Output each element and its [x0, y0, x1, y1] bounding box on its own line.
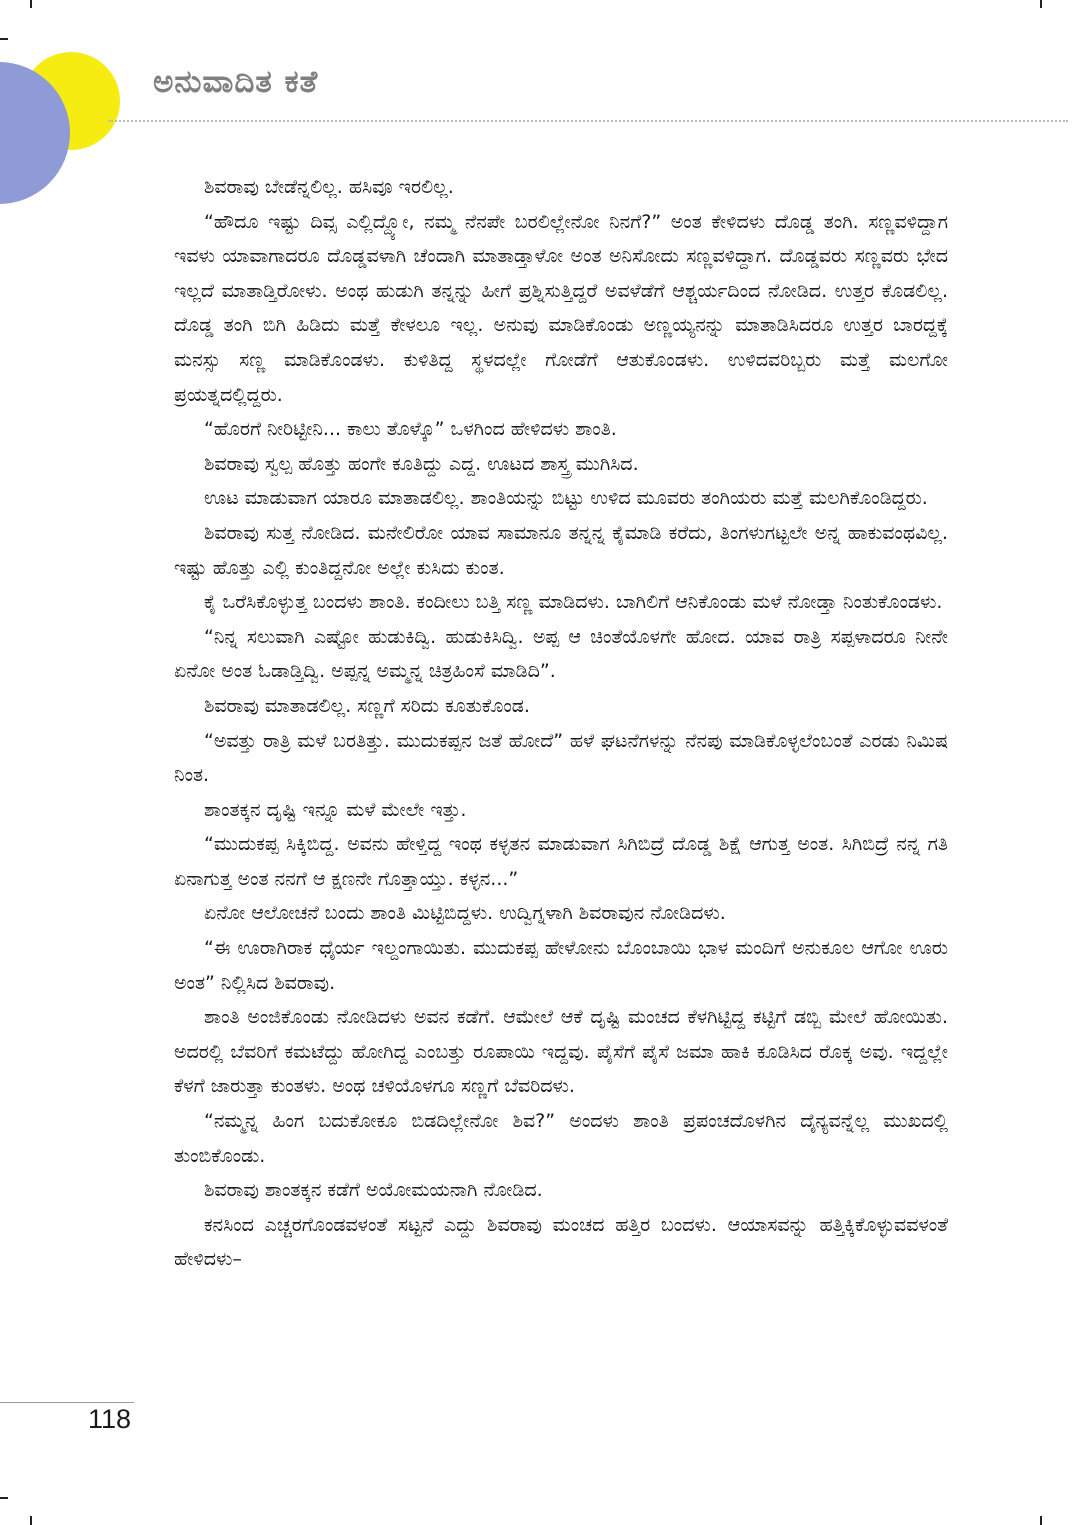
paragraph: “ಹೊರಗೆ ನೀರಿಟ್ಟೀನಿ... ಕಾಲು ತೊಳ್ಕೊ” ಒಳಗಿಂದ ಹೇಳಿದಳು ಶಾಂತಿ.: [204, 418, 617, 441]
paragraph: ಊಟ ಮಾಡುವಾಗ ಯಾರೂ ಮಾತಾಡಲಿಲ್ಲ. ಶಾಂತಿಯನ್ನು ಬಿಟ್ಟು ಉಳಿದ ಮೂವರು ತಂಗಿಯರು ಮತ್ತೆ ಮಲಗಿಕೊಂಡಿದ್ದರು.: [204, 487, 928, 510]
paragraph: ಶಿವರಾವು ಸ್ವಲ್ಪ ಹೊತ್ತು ಹಂಗೇ ಕೂತಿದ್ದು ಎದ್ದ. ಊಟದ ಶಾಸ್ತ್ರ ಮುಗಿಸಿದ.: [204, 452, 639, 475]
paragraph: “ಈ ಊರಾಗಿರಾಕ ಧೈರ್ಯ ಇಲ್ದಂಗಾಯಿತು. ಮುದುಕಪ್ಪ ಹೇಳೋನು ಬೊಂಬಾಯಿ ಭಾಳ ಮಂದಿಗೆ ಅನುಕೂಲ ಆಗೋ ಊರು ಅಂತ” ನಿಲ್ಲಿಸಿದ ಶಿವರಾವು.: [174, 937, 948, 994]
page-number: 118: [88, 1404, 132, 1434]
section-title: ಅನುವಾದಿತ ಕತೆ: [153, 64, 319, 100]
footer-divider: [0, 1402, 134, 1403]
paragraph: “ಮುದುಕಪ್ಪ ಸಿಕ್ಕಿಬಿದ್ದ. ಅವನು ಹೇಳ್ತಿದ್ದ ಇಂಥ ಕಳ್ಳತನ ಮಾಡುವಾಗ ಸಿಗಿಬಿದ್ರೆ ದೊಡ್ಡ ಶಿಕ್ಷೆ ಆಗುತ್ತ ಅಂತ. ಸಿಗಿಬಿದ್ರೆ ನನ್ನ ಗತಿ ಏನಾಗುತ್ತ ಅಂತ ನನಗೆ ಆ ಕ್ಷಣನೇ ಗೊತ್ತಾಯ್ತು. ಕಳ್ಳನ...”: [174, 833, 948, 890]
paragraph: ಏನೋ ಆಲೋಚನೆ ಬಂದು ಶಾಂತಿ ಮಿಟ್ಟಿಬಿದ್ದಳು. ಉದ್ವಿಗ್ನಳಾಗಿ ಶಿವರಾವುನ ನೋಡಿದಳು.: [204, 902, 726, 925]
header-dotted-divider: [108, 120, 1068, 122]
crop-mark: [1040, 0, 1042, 8]
paragraph: ಶಾಂತಿ ಅಂಜಿಕೊಂಡು ನೋಡಿದಳು ಅವನ ಕಡೆಗೆ. ಆಮೇಲೆ ಆಕೆ ದೃಷ್ಟಿ ಮಂಚದ ಕೆಳಗಿಟ್ಟಿದ್ದ ಕಟ್ಟಿಗೆ ಡಬ್ಬಿ ಮೇಲೆ ಹೋಯಿತು. ಅದರಲ್ಲಿ ಬೆವರಿಗೆ ಕಮಟೆದ್ದು ಹೋಗಿದ್ದ ಎಂಬತ್ತು ರೂಪಾಯಿ ಇದ್ದವು. ಪೈಸೆಗೆ ಪೈಸೆ ಜಮಾ ಹಾಕಿ ಕೂಡಿಸಿದ ರೊಕ್ಕ ಅವು. ಇದ್ದಲ್ಲೇ ಕೆಳಗೆ ಜಾರುತ್ತಾ ಕುಂತಳು. ಅಂಥ ಚಳಿಯೊಳಗೂ ಸಣ್ಣಗೆ ಬೆವರಿದಳು.: [174, 1006, 948, 1098]
crop-mark: [30, 0, 32, 8]
paragraph: ಶಿವರಾವು ಶಾಂತಕ್ಕನ ಕಡೆಗೆ ಅಯೋಮಯನಾಗಿ ನೋಡಿದ.: [204, 1179, 543, 1202]
paragraph: ಶಿವರಾವು ಬೇಡೆನ್ನಲಿಲ್ಲ. ಹಸಿವೂ ಇರಲಿಲ್ಲ.: [204, 176, 454, 198]
paragraph: ಕೈ ಒರೆಸಿಕೊಳ್ಳುತ್ತ ಬಂದಳು ಶಾಂತಿ. ಕಂದೀಲು ಬತ್ತಿ ಸಣ್ಣ ಮಾಡಿದಳು. ಬಾಗಿಲಿಗೆ ಆನಿಕೊಂಡು ಮಳೆ ನೋಡ್ತಾ ನಿಂತುಕೊಂಡಳು.: [204, 591, 943, 614]
crop-mark: [30, 1516, 32, 1525]
paragraph: ಶಾಂತಕ್ಕನ ದೃಷ್ಟಿ ಇನ್ನೂ ಮಳೆ ಮೇಲೇ ಇತ್ತು.: [204, 798, 467, 821]
paragraph: “ನಿನ್ನ ಸಲುವಾಗಿ ಎಷ್ಟೋ ಹುಡುಕಿದ್ವಿ. ಹುಡುಕಿಸಿದ್ವಿ. ಅಪ್ಪ ಆ ಚಿಂತೆಯೊಳಗೇ ಹೋದ. ಯಾವ ರಾತ್ರಿ ಸಪ್ಪಳಾದರೂ ನೀನೇ ಏನೋ ಅಂತ ಓಡಾಡ್ತಿದ್ವಿ. ಅಪ್ಪನ್ನ ಅಮ್ಮನ್ನ ಚಿತ್ರಹಿಂಸೆ ಮಾಡಿದಿ”.: [174, 625, 948, 683]
story-body: [174, 170, 948, 1277]
crop-mark: [0, 38, 8, 40]
paragraph: “ಹೌದೂ ಇಷ್ಟು ದಿವ್ಸ ಎಲ್ಲಿದ್ದ್ಯೋ, ನಮ್ಮ ನೆನಪೇ ಬರಲಿಲ್ಲೇನೋ ನಿನಗೆ?” ಅಂತ ಕೇಳಿದಳು ದೊಡ್ಡ ತಂಗಿ. ಸಣ್ಣವಳಿದ್ದಾಗ ಇವಳು ಯಾವಾಗಾದರೂ ದೊಡ್ಡವಳಾಗಿ ಚೆಂದಾಗಿ ಮಾತಾಡ್ತಾಳೋ ಅಂತ ಅನಿಸೋದು ಸಣ್ಣವಳಿದ್ದಾಗ. ದೊಡ್ಡವರು ಸಣ್ಣವರು ಭೇದ ಇಲ್ಲದೆ ಮಾತಾಡ್ತಿರೋಳು. ಅಂಥ ಹುಡುಗಿ ತನ್ನನ್ನು ಹೀಗೆ ಪ್ರಶ್ನಿಸುತ್ತಿದ್ದರೆ ಅವಳೆಡೆಗೆ ಆಶ್ಚರ್ಯದಿಂದ ನೋಡಿದ. ಉತ್ತರ ಕೊಡಲಿಲ್ಲ. ದೊಡ್ಡ ತಂಗಿ ಬಿಗಿ ಹಿಡಿದು ಮತ್ತೆ ಕೇಳಲೂ ಇಲ್ಲ. ಅನುವು ಮಾಡಿಕೊಂಡು ಅಣ್ಣಯ್ಯನನ್ನು ಮಾತಾಡಿಸಿದರೂ ಉತ್ತರ ಬಾರದ್ದಕ್ಕೆ ಮನಸ್ಸು ಸಣ್ಣ ಮಾಡಿಕೊಂಡಳು. ಕುಳಿತಿದ್ದ ಸ್ಥಳದಲ್ಲೇ ಗೋಡೆಗೆ ಆತುಕೊಂಡಳು. ಉಳಿದವರಿಬ್ಬರು ಮತ್ತೆ ಮಲಗೋ ಪ್ರಯತ್ನದಲ್ಲಿದ್ದರು.: [174, 210, 948, 406]
crop-mark: [1040, 1516, 1042, 1525]
paragraph: “ನಮ್ಮನ್ನ ಹಿಂಗ ಬದುಕೋಕೂ ಬಿಡದಿಲ್ಲೇನೋ ಶಿವ?” ಅಂದಳು ಶಾಂತಿ ಪ್ರಪಂಚದೊಳಗಿನ ದೈನ್ಯವನ್ನೆಲ್ಲ ಮುಖದಲ್ಲಿ ತುಂಬಿಕೊಂಡು.: [174, 1110, 948, 1167]
crop-mark: [0, 1497, 8, 1499]
paragraph: ಶಿವರಾವು ಸುತ್ತ ನೋಡಿದ. ಮನೇಲಿರೋ ಯಾವ ಸಾಮಾನೂ ತನ್ನನ್ನ ಕೈಮಾಡಿ ಕರೆದು, ತಿಂಗಳುಗಟ್ಟಲೇ ಅನ್ನ ಹಾಕುವಂಥವಿಲ್ಲ. ಇಷ್ಟು ಹೊತ್ತು ಎಲ್ಲಿ ಕುಂತಿದ್ದನೋ ಅಲ್ಲೇ ಕುಸಿದು ಕುಂತ.: [174, 521, 948, 579]
paragraph: ಕನಸಿಂದ ಎಚ್ಚರಗೊಂಡವಳಂತೆ ಸಟ್ಟನೆ ಎದ್ದು ಶಿವರಾವು ಮಂಚದ ಹತ್ತಿರ ಬಂದಳು. ಆಯಾಸವನ್ನು ಹತ್ತಿಕ್ಕಿಕೊಳ್ಳುವವಳಂತೆ ಹೇಳಿದಳು–: [174, 1213, 948, 1271]
paragraph: ಶಿವರಾವು ಮಾತಾಡಲಿಲ್ಲ. ಸಣ್ಣಗೆ ಸರಿದು ಕೂತುಕೊಂಡ.: [204, 694, 530, 717]
paragraph: “ಅವತ್ತು ರಾತ್ರಿ ಮಳೆ ಬರತಿತ್ತು. ಮುದುಕಪ್ಪನ ಜತೆ ಹೋದೆ” ಹಳೆ ಘಟನೆಗಳನ್ನು ನೆನಪು ಮಾಡಿಕೊಳ್ಳಲೆಂಬಂತೆ ಎರಡು ನಿಮಿಷ ನಿಂತ.: [174, 729, 948, 787]
